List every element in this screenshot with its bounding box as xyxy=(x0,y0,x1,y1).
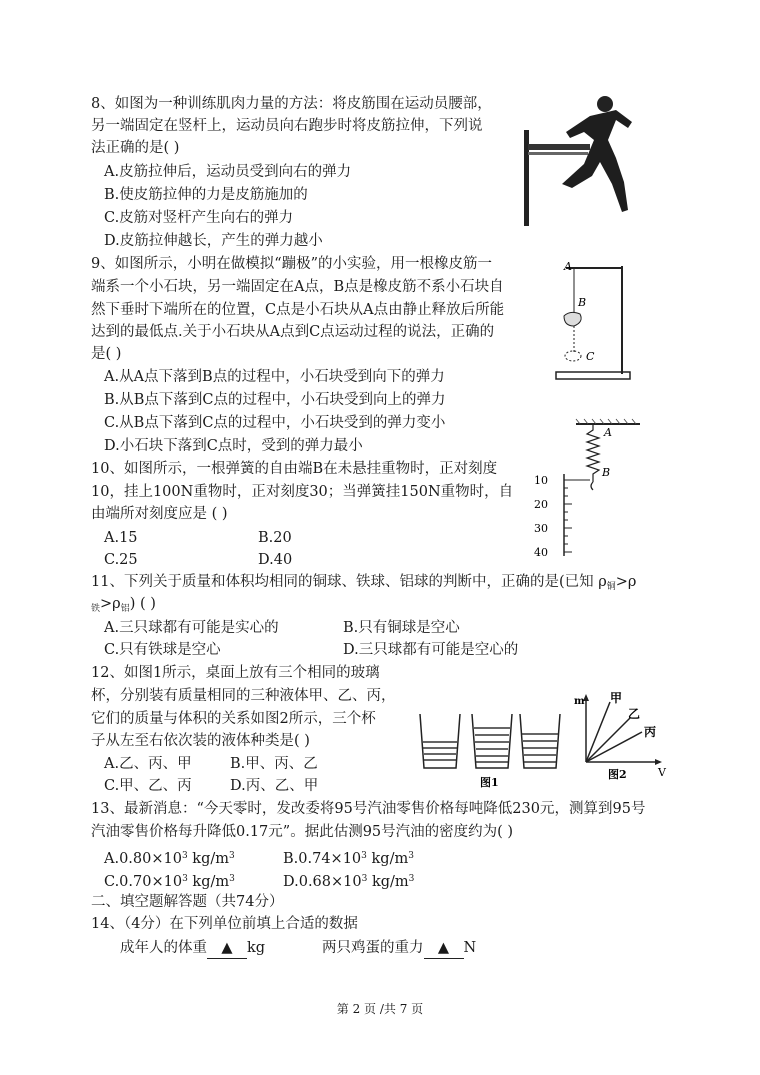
q11-stem-2 xyxy=(91,594,156,619)
q10-option-b: B.20 xyxy=(258,530,292,546)
page-footer: 第 2 页 /共 7 页 xyxy=(336,1002,424,1016)
q14-blank-1[interactable] xyxy=(207,938,247,959)
q13-option-d xyxy=(283,869,414,892)
q11-option-d: D.三只球都有可能是空心的 xyxy=(343,642,519,658)
spring-scale-figure xyxy=(530,416,650,558)
q13-d-unit: kg/m xyxy=(367,874,409,890)
blank-triangle-icon: ▲ xyxy=(221,940,233,956)
tick-10: 10 xyxy=(534,474,548,487)
mass-volume-graph xyxy=(572,690,672,790)
runner-figure xyxy=(520,92,635,227)
tick-30: 30 xyxy=(534,522,548,535)
q13-b-unit: kg/m xyxy=(366,851,409,867)
q13-c-unit: kg/m xyxy=(187,874,230,890)
q9-stem-1: 9、如图所示，小明在做模拟“蹦极”的小实验，用一根橡皮筋一 xyxy=(91,256,493,272)
q12-option-b: B.甲、丙、乙 xyxy=(230,756,318,772)
rho-iron-sub: 铁 xyxy=(91,604,101,614)
q8-option-a: A.皮筋拉伸后，运动员受到向右的弹力 xyxy=(104,164,352,180)
q13-a-exp2: 3 xyxy=(229,851,235,861)
q13-a-unit: kg/m xyxy=(187,851,230,867)
q13-b-pre: B.0.74×10 xyxy=(283,851,362,867)
q8-option-c: C.皮筋对竖杆产生向右的弹力 xyxy=(104,210,294,226)
q12-stem-1: 12、如图1所示，桌面上放有三个相同的玻璃 xyxy=(91,665,380,681)
q9-stem-3: 然下垂时下端所在的位置，C点是小石块从A点由静止释放后所能 xyxy=(91,302,505,318)
q14-stem: 14、（4分）在下列单位前填上合适的数据 xyxy=(91,916,358,932)
q14-item2-label: 两只鸡蛋的重力 xyxy=(322,940,424,956)
label-b: B xyxy=(578,296,587,309)
q9-stem-5: 是( ) xyxy=(91,346,122,362)
tick-20: 20 xyxy=(534,498,548,511)
q10-option-c: C.25 xyxy=(104,552,138,568)
q13-d-pre: D.0.68×10 xyxy=(283,874,362,890)
q8-option-b: B.使皮筋拉伸的力是皮筋施加的 xyxy=(104,187,308,203)
label-a: A xyxy=(564,260,572,273)
q8-option-d: D.皮筋拉伸越长，产生的弹力越小 xyxy=(104,233,323,249)
q11-option-c: C.只有铁球是空心 xyxy=(104,642,221,658)
q13-d-exp: 3 xyxy=(361,874,368,884)
q13-option-a xyxy=(104,846,235,869)
q10-stem-3: 由端所对刻度应是 ( ) xyxy=(91,506,228,522)
q11-option-b: B.只有铜球是空心 xyxy=(343,620,460,636)
q14-blank-2[interactable] xyxy=(424,938,464,959)
q8-stem-3: 法正确的是( ) xyxy=(91,140,180,156)
q14-item1-label: 成年人的体重 xyxy=(120,940,207,956)
q10-stem-2: 10，挂上100N重物时，正对刻度30；当弹簧挂150N重物时，自 xyxy=(91,484,514,500)
q13-stem-2: 汽油零售价格每升降低0.17元”。据此估测95号汽油的密度约为( ) xyxy=(91,824,514,840)
bungee-stand-figure xyxy=(548,256,638,386)
q14-item-2 xyxy=(322,938,476,959)
gt-rho-1: >ρ xyxy=(615,574,637,590)
graph-label-bing: 丙 xyxy=(644,725,657,739)
gt-rho-2: >ρ xyxy=(100,596,121,612)
graph-label-yi: 乙 xyxy=(628,707,641,721)
q10-stem-1: 10、如图所示，一根弹簧的自由端B在未悬挂重物时，正对刻度 xyxy=(91,461,498,477)
q12-stem-3: 它们的质量与体积的关系如图2所示，三个杯 xyxy=(91,711,376,727)
q8-stem-1: 8、如图为一种训练肌肉力量的方法：将皮筋围在运动员腰部， xyxy=(91,96,492,112)
section-2-heading: 二、填空题解答题（共74分） xyxy=(91,894,284,910)
graph-m-axis: m xyxy=(574,696,585,707)
q9-option-b: B.从B点下落到C点的过程中，小石块受到向上的弹力 xyxy=(104,392,446,408)
q14-item-1 xyxy=(120,938,265,959)
q13-c-exp2: 3 xyxy=(229,874,235,884)
q13-c-exp: 3 xyxy=(182,874,188,884)
q9-stem-2: 端系一个小石块，另一端固定在A点，B点是橡皮筋不系小石块自 xyxy=(91,279,504,295)
graph-v-axis: V xyxy=(658,766,666,779)
q11-tail: ) ( ) xyxy=(129,596,156,612)
tick-40: 40 xyxy=(534,546,548,558)
q12-stem-2: 杯，分别装有质量相同的三种液体甲、乙、丙， xyxy=(91,688,396,704)
q9-option-d: D.小石块下落到C点时，受到的弹力最小 xyxy=(104,438,363,454)
spring-label-a: A xyxy=(604,426,612,439)
fig1-caption: 图1 xyxy=(480,776,499,789)
q13-d-exp2: 3 xyxy=(408,874,415,884)
q13-b-exp: 3 xyxy=(361,851,367,861)
rho-copper-sub: 铜 xyxy=(606,582,616,592)
q8-stem-2: 另一端固定在竖杆上，运动员向右跑步时将皮筋拉伸，下列说 xyxy=(91,118,483,134)
label-c: C xyxy=(586,350,595,363)
q13-option-b xyxy=(283,846,414,869)
q12-stem-4: 子从左至右依次装的液体种类是( ) xyxy=(91,733,310,749)
q13-stem-1: 13、最新消息：“今天零时，发改委将95号汽油零售价格每吨降低230元，测算到95号 xyxy=(91,801,646,817)
q13-a-pre: A.0.80×10 xyxy=(104,851,182,867)
blank-triangle-icon: ▲ xyxy=(437,940,450,956)
q12-option-a: A.乙、丙、甲 xyxy=(104,756,192,772)
q10-option-d: D.40 xyxy=(258,552,293,568)
fig2-caption: 图2 xyxy=(608,768,627,781)
spring-label-b: B xyxy=(602,466,611,479)
q11-option-a: A.三只球都有可能是实心的 xyxy=(104,620,279,636)
q13-b-exp2: 3 xyxy=(408,851,414,861)
q11-stem-1 xyxy=(91,572,636,597)
beakers-figure xyxy=(410,708,570,790)
q14-item1-unit: kg xyxy=(247,940,266,956)
rho-al-sub: 铝 xyxy=(120,604,130,614)
q14-item2-unit: N xyxy=(463,940,477,956)
q9-option-c: C.从B点下落到C点的过程中，小石块受到的弹力变小 xyxy=(104,415,446,431)
q9-stem-4: 达到的最低点.关于小石块从A点到C点运动过程的说法，正确的 xyxy=(91,324,495,340)
q13-a-exp: 3 xyxy=(181,851,188,861)
q13-c-pre: C.0.70×10 xyxy=(104,874,183,890)
q10-option-a: A.15 xyxy=(104,530,138,546)
q11-stem-text: 11、下列关于质量和体积均相同的铜球、铁球、铝球的判断中，正确的是(已知 ρ xyxy=(91,574,607,590)
q9-option-a: A.从A点下落到B点的过程中，小石块受到向下的弹力 xyxy=(104,369,445,385)
q12-option-c: C.甲、乙、丙 xyxy=(104,778,192,794)
q13-option-c xyxy=(104,869,235,892)
q12-option-d: D.丙、乙、甲 xyxy=(230,778,319,794)
graph-label-jia: 甲 xyxy=(610,691,623,705)
